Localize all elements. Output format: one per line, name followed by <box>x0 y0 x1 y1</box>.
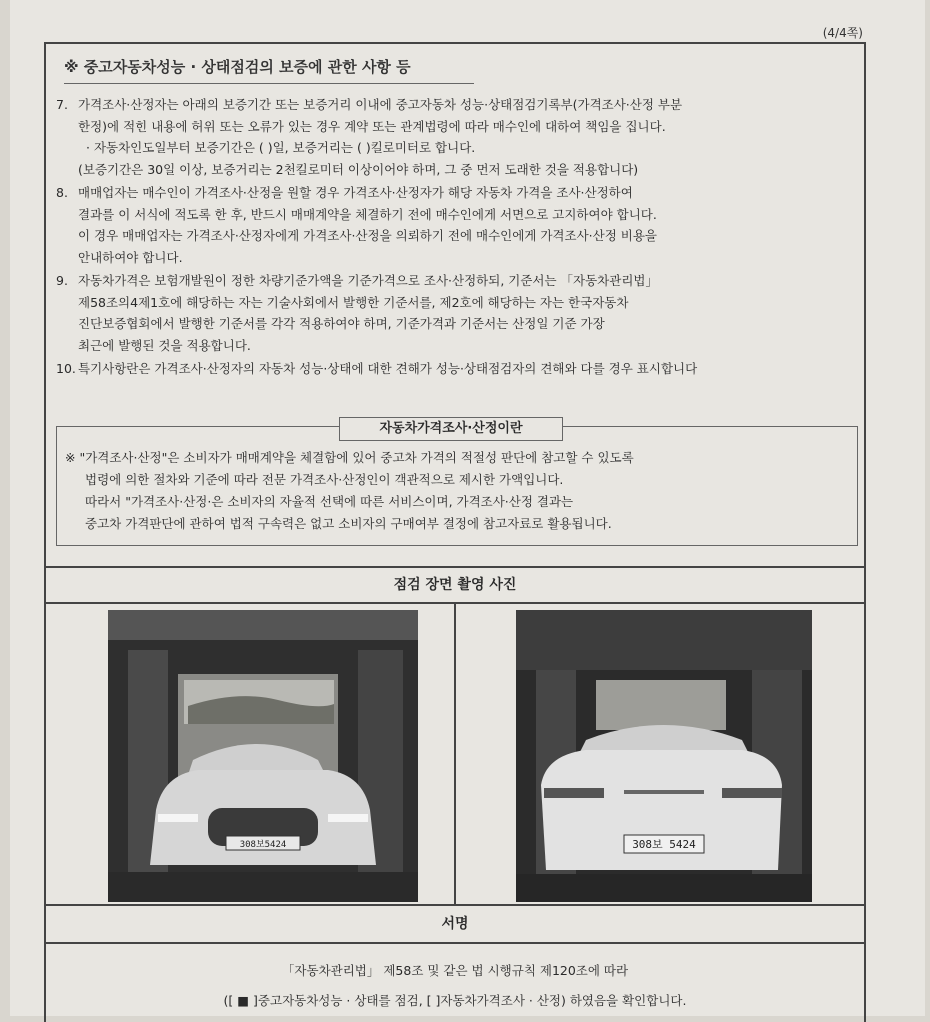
inspection-photos <box>46 604 864 904</box>
inspection-photo-rear <box>516 610 812 902</box>
photo-divider <box>454 604 456 904</box>
form-frame <box>44 42 866 1022</box>
sign-statement: 「자동차관리법」 제58조 및 같은 법 시행규칙 제120조에 따라 ([ ■ ]중고자동차성능 · 상태를 점검, [ ]자동차가격조사 · 산정) 하였음을 확인합니다. <box>223 963 687 1008</box>
rear-license-plate: 308보 5424 <box>632 838 696 851</box>
front-license-plate: 308보5424 <box>239 840 287 850</box>
inspection-photo-front <box>108 610 418 902</box>
sign-section-title: 서명 <box>46 904 864 944</box>
document-page <box>10 0 925 1016</box>
notice-item-10: 10. 특기사항란은 가격조사·산정자의 자동차 성능·상태에 대한 견해가 성능·상태점검자의 견해와 다를 경우 표시합니다 <box>56 361 698 376</box>
price-appraisal-infobox: 자동차가격조사·산정이란 ※ "가격조사·산정"은 소비자가 매매계약을 체결함에 있어 중고차 가격의 적절성 판단에 참고할 수 있도록 법령에 의한 절차와 기준에 따라 전문 가격조사·산정인이 객관적으로 제시한 가액입니다. 따라서 "가격조사·산정·은 소비자의 자율적 선택에 따른 서비스이며, 가격조사·산정 결과는 중고차 가격판단에 관하여 법적 구속력은 없고 소비자의 구매여부 결정에 참고자료로 활용됩니다. <box>56 426 858 546</box>
notice-items <box>56 94 861 382</box>
photo-section-title: 점검 장면 촬영 사진 <box>46 566 864 604</box>
notice-item-7: 7. 가격조사·산정자는 아래의 보증기간 또는 보증거리 이내에 중고자동차 성능·상태점검기록부(가격조사·산정 부분 한정)에 적힌 내용에 허위 또는 오류가 있는 경우 계약 또는 관계법령에 따라 매수인에 대하여 책임을 집니다. · 자동차인도일부터 보증기간은 ( )일, 보증거리는 ( )킬로미터로 합니다. (보증기간은 30일 이상, 보증거리는 2천킬로미터 이상이어야 하며, 그 중 먼저 도래한 것을 적용합니다) <box>56 97 683 177</box>
page-number: (4/4쪽) <box>822 26 863 40</box>
notice-item-9: 9. 자동차가격은 보험개발원이 정한 차량기준가액을 기준가격으로 조사·산정하되, 기준서는 「자동차관리법」 제58조의4제1호에 해당하는 자는 기술사회에서 발행한 기준서를, 제2호에 해당하는 자는 한국자동차 진단보증협회에서 발행한 기준서를 각각 적용하여야 하며, 기준가격과 기준서는 산정일 기준 가장 최근에 발행된 것을 적용합니다. <box>56 273 658 353</box>
section-title: ※ 중고자동차성능 · 상태점검의 보증에 관한 사항 등 <box>64 56 474 84</box>
notice-item-8: 8. 매매업자는 매수인이 가격조사·산정을 원할 경우 가격조사·산정자가 해당 자동차 가격을 조사·산정하여 결과를 이 서식에 적도록 한 후, 반드시 매매계약을 체결하기 전에 매수인에게 서면으로 고지하여야 합니다. 이 경우 매매업자는 가격조사·산정자에게 가격조사·산정을 의뢰하기 전에 매수인에게 가격조사·산정 비용을 안내하여야 합니다. <box>56 185 657 265</box>
infobox-title: 자동차가격조사·산정이란 <box>339 417 563 441</box>
